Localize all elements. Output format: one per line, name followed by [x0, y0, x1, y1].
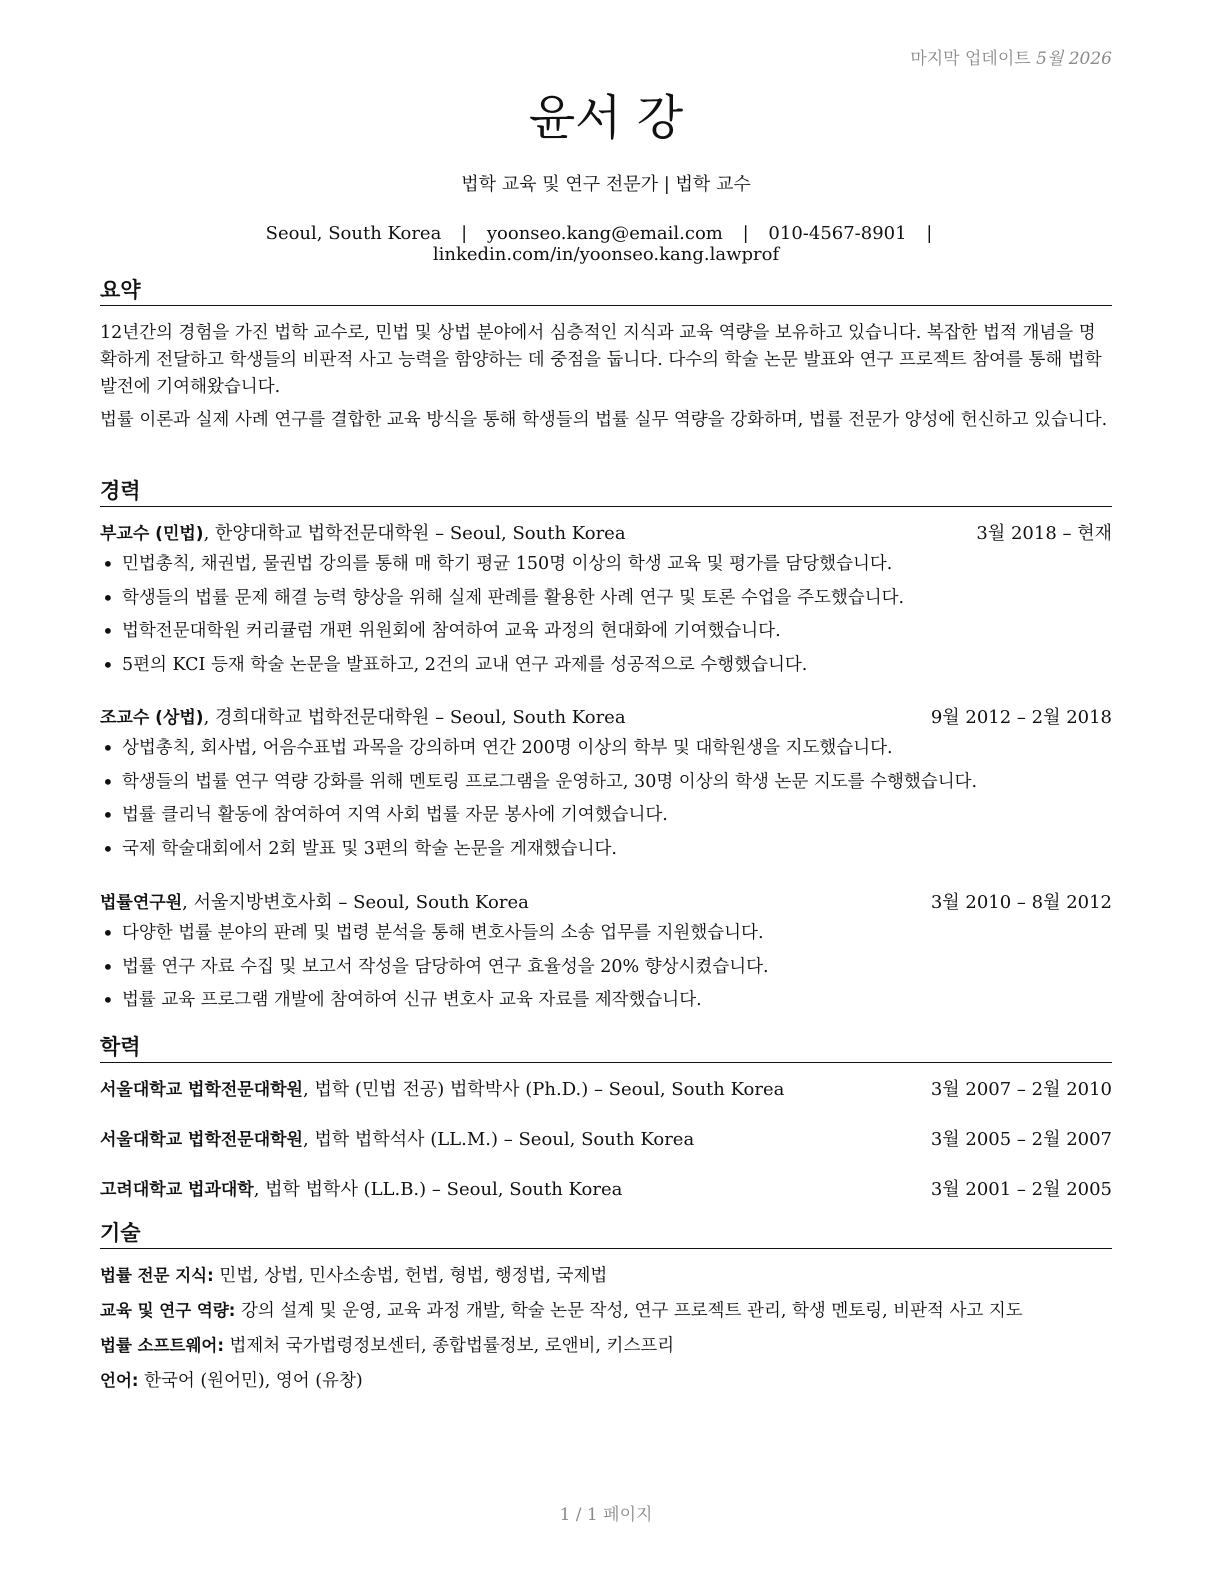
job-bullet: • 법률 클리닉 활동에 참여하여 지역 사회 법률 자문 봉사에 기여했습니다. [100, 802, 1112, 828]
last-updated-month: 5월 [1036, 49, 1064, 69]
contact-phone: 010-4567-8901 [768, 223, 907, 244]
experience-heading: 경력 [100, 478, 1112, 507]
job-header: 조교수 (상법), 경희대학교 법학전문대학원 – Seoul, South Korea 9월 2012 – 2월 2018 [100, 705, 1112, 731]
contact-location: Seoul, South Korea [265, 223, 442, 244]
skill-line [100, 1368, 1112, 1394]
contact-separator: | [742, 223, 749, 244]
education-dates: 3월 2007 – 2월 2010 [930, 1079, 1112, 1100]
job-bullet: • 다양한 법률 분야의 판례 및 법령 분석을 통해 변호사들의 소송 업무를 지원했습니다. [100, 920, 1112, 946]
job-bullet: • 법학전문대학원 커리큘럼 개편 위원회에 참여하여 교육 과정의 현대화에 기여했습니다. [100, 618, 1112, 644]
job-bullet: • 법률 교육 프로그램 개발에 참여하여 신규 변호사 교육 자료를 제작했습니다. [100, 987, 1112, 1013]
job-bullet: • 5편의 KCI 등재 학술 논문을 발표하고, 2건의 교내 연구 과제를 성공적으로 수행했습니다. [100, 652, 1112, 678]
education-dates: 3월 2005 – 2월 2007 [930, 1129, 1112, 1150]
skill-label: 언어: [100, 1371, 139, 1390]
contact-line [100, 223, 1112, 265]
job-dates: 9월 2012 – 2월 2018 [930, 707, 1112, 728]
candidate-headline: 법학 교육 및 연구 전문가 | 법학 교수 [461, 174, 751, 195]
job-header: 법률연구원, 서울지방변호사회 – Seoul, South Korea 3월 2010 – 8월 2012 [100, 890, 1112, 916]
last-updated-label: 마지막 업데이트 [910, 49, 1031, 69]
skills-heading: 기술 [100, 1220, 1112, 1249]
education-item: 서울대학교 법학전문대학원, 법학 (민법 전공) 법학박사 (Ph.D.) – Seoul, South Korea 3월 2007 – 2월 2010 [100, 1077, 1112, 1103]
candidate-name: 윤서 강 [528, 90, 684, 146]
skill-line [100, 1263, 1112, 1289]
last-updated-year: 2026 [1068, 49, 1112, 69]
job-role: 조교수 (상법) [100, 708, 204, 728]
education-dates: 3월 2001 – 2월 2005 [930, 1179, 1112, 1200]
skill-value: 한국어 (원어민), 영어 (유창) [144, 1371, 363, 1391]
resume-page [100, 0, 1112, 1584]
education-school: 서울대학교 법학전문대학원 [100, 1080, 303, 1100]
contact-separator: | [461, 223, 468, 244]
skill-label: 교육 및 연구 역량: [100, 1301, 236, 1320]
education-school: 고려대학교 법과대학 [100, 1180, 254, 1200]
education-heading: 학력 [100, 1034, 1112, 1063]
job-header: 부교수 (민법), 한양대학교 법학전문대학원 – Seoul, South Korea 3월 2018 – 현재 [100, 521, 1112, 547]
job-dates: 3월 2018 – 현재 [976, 523, 1112, 544]
education-detail: 법학 법학사 (LL.B.) – Seoul, South Korea [265, 1179, 623, 1200]
contact-email[interactable]: yoonseo.kang@email.com [486, 223, 723, 244]
education-item: 서울대학교 법학전문대학원, 법학 법학석사 (LL.M.) – Seoul, South Korea 3월 2005 – 2월 2007 [100, 1127, 1112, 1153]
education-item: 고려대학교 법과대학, 법학 법학사 (LL.B.) – Seoul, South Korea 3월 2001 – 2월 2005 [100, 1177, 1112, 1203]
job-bullet: • 법률 연구 자료 수집 및 보고서 작성을 담당하여 연구 효율성을 20% 향상시켰습니다. [100, 954, 1112, 980]
skill-value: 민법, 상법, 민사소송법, 헌법, 형법, 행정법, 국제법 [219, 1266, 608, 1286]
skill-line [100, 1298, 1112, 1324]
education-school: 서울대학교 법학전문대학원 [100, 1130, 303, 1150]
job-bullet: • 민법총칙, 채권법, 물권법 강의를 통해 매 학기 평균 150명 이상의 학생 교육 및 평가를 담당했습니다. [100, 551, 1112, 577]
summary-paragraph-1: 12년간의 경험을 가진 법학 교수로, 민법 및 상법 분야에서 심층적인 지식과 교육 역량을 보유하고 있습니다. 복잡한 법적 개념을 명확하게 전달하고 학생들의 비판적 사고 능력을 함양하는 데 중점을 둡니다. 다수의 학술 논문 발표와 연구 프로젝트 참여를 통해 법학 발전에 기여해왔습니다. [100, 323, 1102, 397]
last-updated [910, 44, 1112, 69]
contact-separator: | [926, 223, 933, 244]
job-org: 서울지방변호사회 – Seoul, South Korea [193, 892, 529, 913]
job-org: 경희대학교 법학전문대학원 – Seoul, South Korea [215, 707, 626, 728]
skill-line [100, 1333, 1112, 1359]
job-bullets [100, 920, 1112, 1021]
summary-heading: 요약 [100, 277, 1112, 306]
skill-label: 법률 소프트웨어: [100, 1336, 224, 1355]
job-role: 법률연구원 [100, 893, 183, 913]
job-dates: 3월 2010 – 8월 2012 [930, 892, 1112, 913]
skill-value: 법제처 국가법령정보센터, 종합법률정보, 로앤비, 키스프리 [229, 1336, 675, 1356]
summary-paragraph-2: 법률 이론과 실제 사례 연구를 결합한 교육 방식을 통해 학생들의 법률 실무 역량을 강화하며, 법률 전문가 양성에 헌신하고 있습니다. [100, 410, 1108, 430]
job-bullet: • 상법총칙, 회사법, 어음수표법 과목을 강의하며 연간 200명 이상의 학부 및 대학원생을 지도했습니다. [100, 735, 1112, 761]
job-bullet: • 국제 학술대회에서 2회 발표 및 3편의 학술 논문을 게재했습니다. [100, 836, 1112, 862]
skill-label: 법률 전문 지식: [100, 1266, 214, 1285]
job-bullet: • 학생들의 법률 문제 해결 능력 향상을 위해 실제 판례를 활용한 사례 연구 및 토론 수업을 주도했습니다. [100, 585, 1112, 611]
contact-linkedin[interactable]: linkedin.com/in/yoonseo.kang.lawprof [432, 244, 780, 265]
education-detail: 법학 법학석사 (LL.M.) – Seoul, South Korea [314, 1129, 695, 1150]
job-bullet: • 학생들의 법률 연구 역량 강화를 위해 멘토링 프로그램을 운영하고, 30명 이상의 학생 논문 지도를 수행했습니다. [100, 769, 1112, 795]
education-detail: 법학 (민법 전공) 법학박사 (Ph.D.) – Seoul, South Korea [314, 1079, 785, 1100]
job-bullets [100, 551, 1112, 685]
page-indicator: 1 / 1 페이지 [559, 1505, 653, 1525]
skill-value: 강의 설계 및 운영, 교육 과정 개발, 학술 논문 작성, 연구 프로젝트 관리, 학생 멘토링, 비판적 사고 지도 [240, 1301, 1023, 1321]
job-org: 한양대학교 법학전문대학원 – Seoul, South Korea [215, 523, 626, 544]
job-bullets [100, 735, 1112, 869]
job-role: 부교수 (민법) [100, 524, 204, 544]
